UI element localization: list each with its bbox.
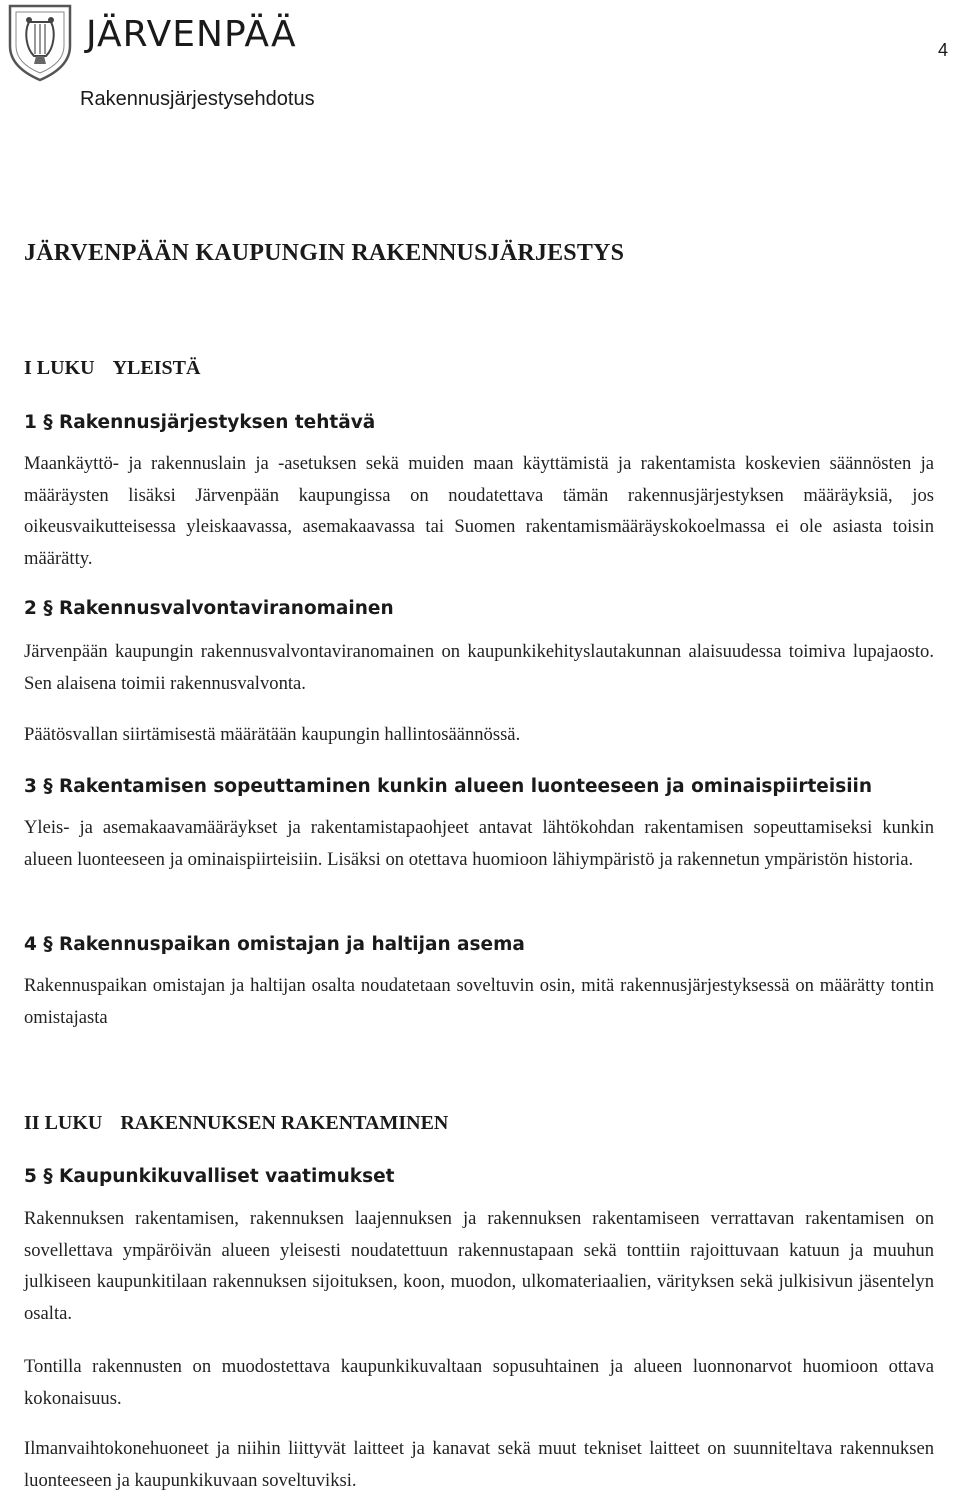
section-5-paragraph-1: Rakennuksen rakentamisen, rakennuksen laajennuksen ja rakennuksen rakentamiseen verrattavan rakentamisen on sovellettava ympäröivän alueen yleisesti noudatettuun rakennustapaan sekä tonttiin rajoittuvaan katuun ja muuhun julkiseen kaupunkitilaan rakennuksen sijoituksen, koon, muodon, ulkomateriaalien, värityksen sekä julkisivun jäsentelyn osalta. bbox=[24, 1208, 934, 1324]
chapter-title: YLEISTÄ bbox=[112, 357, 201, 379]
section-5-paragraph-3: Ilmanvaihtokonehuoneet ja niihin liittyvät laitteet ja kanavat sekä muut tekniset laitteet on suunniteltava rakennuksen luonteeseen ja kaupunkikuvaan soveltuviksi. bbox=[24, 1438, 934, 1491]
section-heading-3: 3 § Rakentamisen sopeuttaminen kunkin alueen luonteeseen ja ominaispiirteisiin bbox=[24, 776, 873, 797]
jarvenpaa-crest-icon bbox=[4, 2, 76, 82]
chapter-heading-1 bbox=[24, 357, 200, 380]
page-header bbox=[0, 0, 960, 120]
brand-wordmark: JÄRVENPÄÄ bbox=[86, 14, 297, 55]
section-2-paragraph-1: Järvenpään kaupungin rakennusvalvontaviranomainen on kaupunkikehityslautakunnan alaisuudessa toimiva lupajaosto. Sen alaisena toimii rakennusvalvonta. bbox=[24, 641, 934, 694]
document-title: JÄRVENPÄÄN KAUPUNGIN RAKENNUSJÄRJESTYS bbox=[24, 240, 625, 266]
document-label: Rakennusjärjestysehdotus bbox=[80, 88, 315, 110]
chapter-number: I LUKU bbox=[24, 357, 95, 379]
section-heading-4: 4 § Rakennuspaikan omistajan ja haltijan asema bbox=[24, 934, 525, 955]
chapter-number: II LUKU bbox=[24, 1112, 103, 1134]
section-heading-5: 5 § Kaupunkikuvalliset vaatimukset bbox=[24, 1166, 395, 1187]
section-4-paragraph-1: Rakennuspaikan omistajan ja haltijan osalta noudatetaan soveltuvin osin, mitä rakennusjärjestyksessä on määrätty tontin omistajasta bbox=[24, 975, 934, 1028]
section-3-paragraph-1: Yleis- ja asemakaavamääräykset ja rakentamistapaohjeet antavat lähtökohdan rakentamisen sopeuttamiseksi kunkin alueen luonteeseen ja ominaispiirteisiin. Lisäksi on otettava huomioon lähiympäristö ja rakennetun ympäristön historia. bbox=[24, 817, 934, 870]
section-2-paragraph-2: Päätösvallan siirtämisestä määrätään kaupungin hallintosäännössä. bbox=[24, 724, 521, 745]
section-heading-1: 1 § Rakennusjärjestyksen tehtävä bbox=[24, 412, 376, 433]
page-number: 4 bbox=[937, 40, 948, 60]
section-1-paragraph-1: Maankäyttö- ja rakennuslain ja -asetuksen sekä muiden maan käyttämistä ja rakentamista koskevien säännösten ja määräysten lisäksi Järvenpään kaupungissa on noudatettava tämän rakennusjärjestyksen määräyksiä, jos oikeusvaikutteisessa yleiskaavassa, asemakaavassa tai Suomen rakentamismääräyskokoelmassa ei ole asiasta toisin määrätty. bbox=[24, 453, 934, 569]
section-heading-2: 2 § Rakennusvalvontaviranomainen bbox=[24, 598, 394, 619]
chapter-heading-2 bbox=[24, 1112, 448, 1135]
section-5-paragraph-2: Tontilla rakennusten on muodostettava kaupunkikuvaltaan sopusuhtainen ja alueen luonnonarvot huomioon ottava kokonaisuus. bbox=[24, 1356, 934, 1409]
chapter-title: RAKENNUKSEN RAKENTAMINEN bbox=[120, 1112, 449, 1134]
